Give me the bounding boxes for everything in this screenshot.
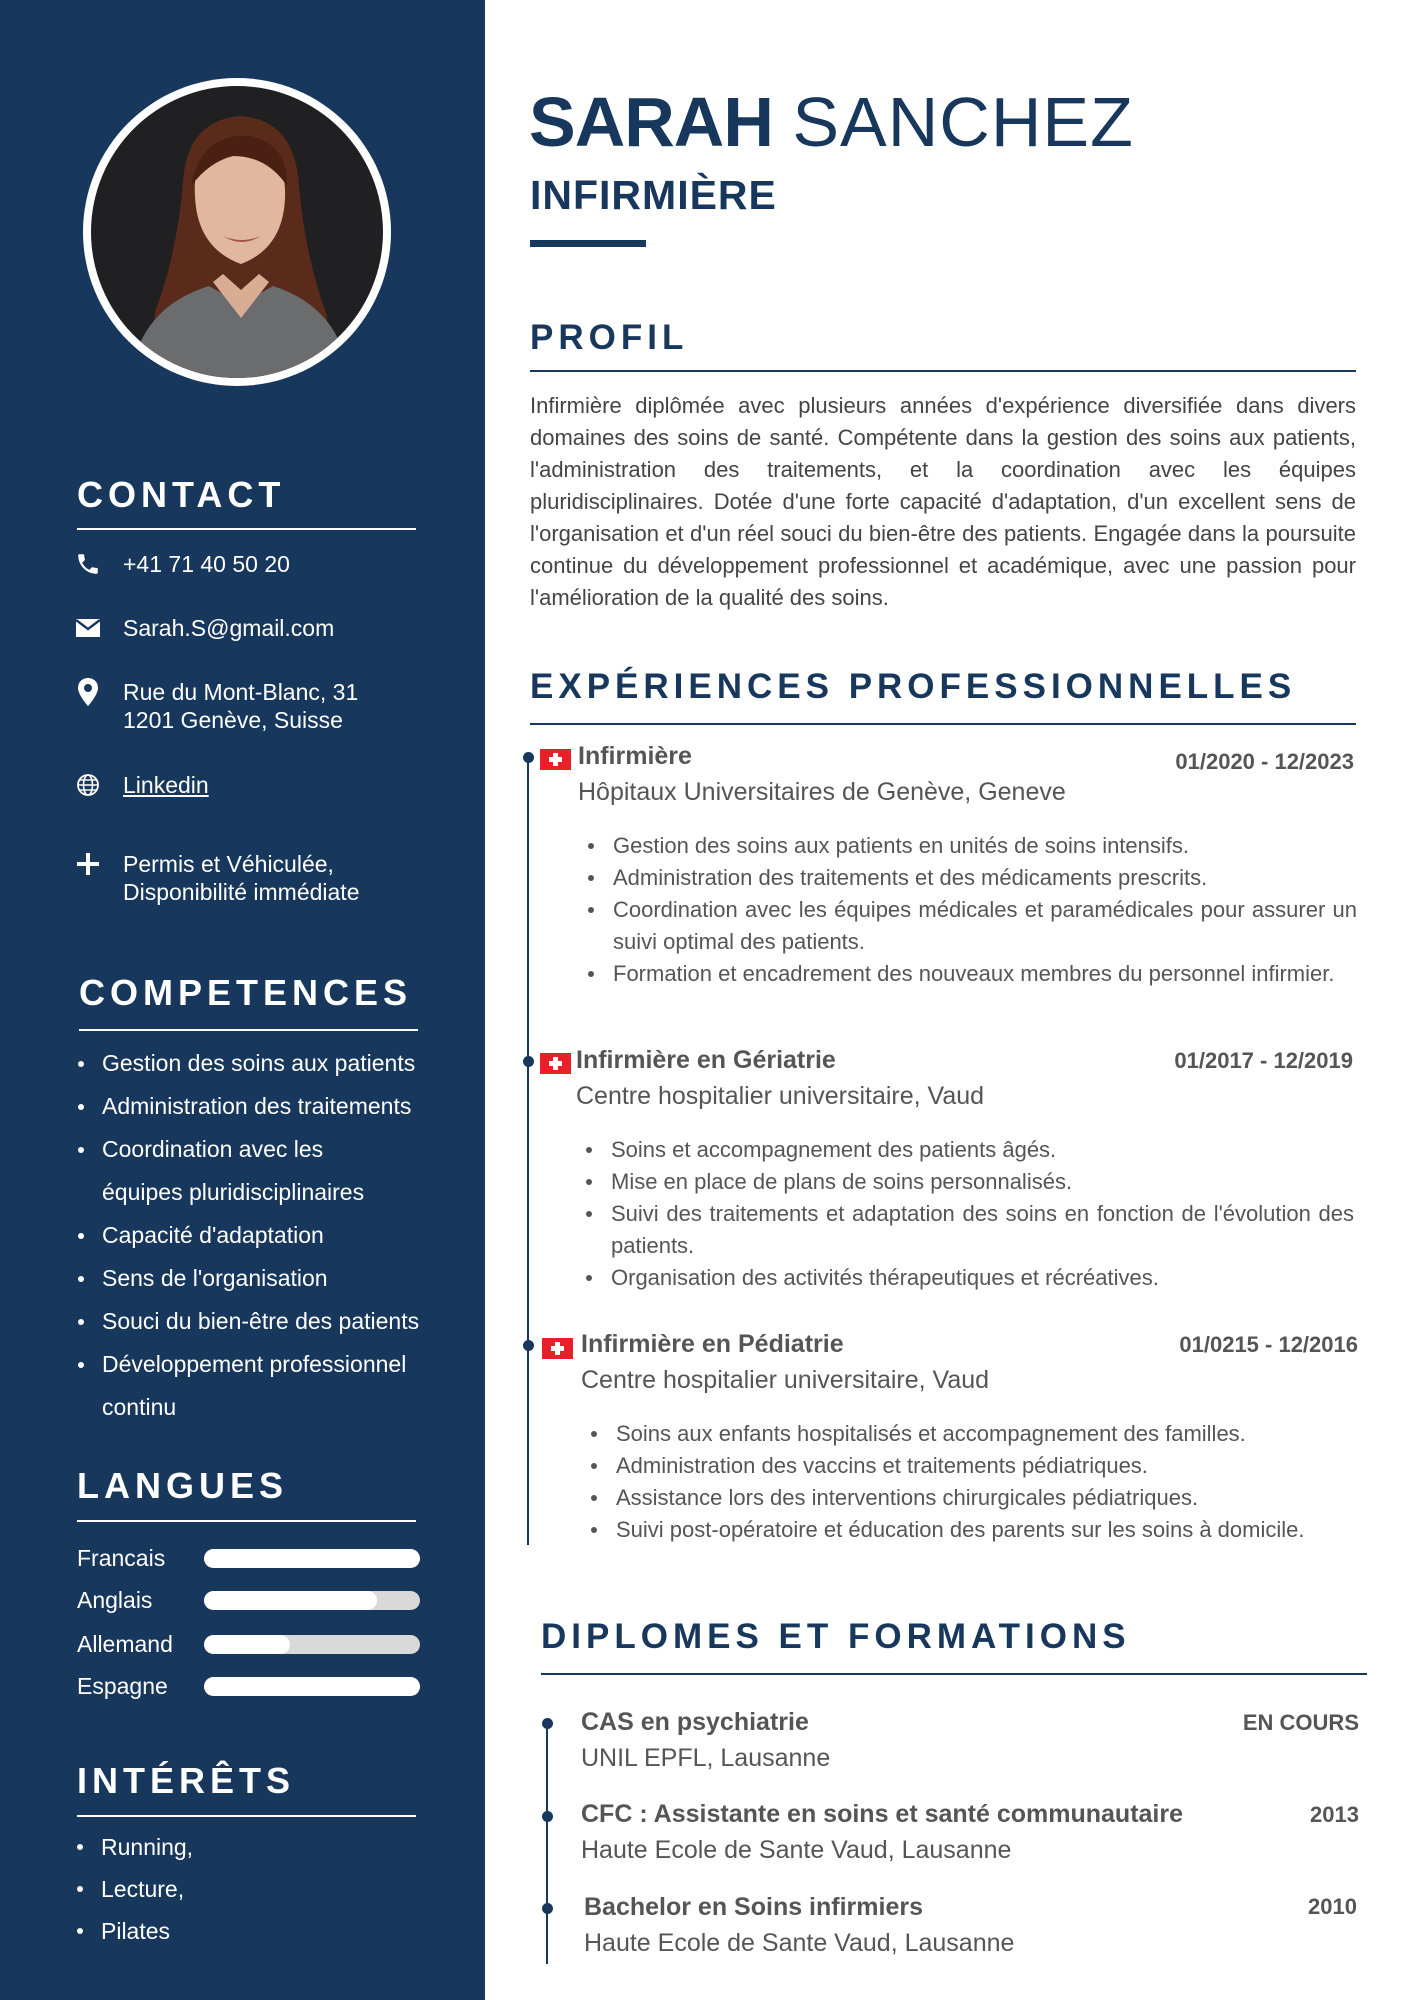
interests-heading: INTÉRÊTS: [77, 1760, 296, 1801]
swiss-flag-icon: [540, 749, 571, 770]
language-level-bar: [204, 1635, 420, 1654]
skill-item: Administration des traitements: [77, 1085, 457, 1128]
job-bullet: Suivi post-opératoire et éducation des parents sur les soins à domicile.: [588, 1514, 1358, 1546]
contact-address: [73, 678, 453, 734]
profile-heading: PROFIL: [530, 318, 689, 357]
diploma-date: EN COURS: [1242, 1710, 1359, 1735]
email-text: Sarah.S@gmail.com: [123, 615, 335, 641]
language-level-fill: [204, 1549, 420, 1568]
language-level-bar: [204, 1591, 420, 1610]
language-name: Anglais: [77, 1586, 153, 1613]
location-pin-icon: [73, 678, 103, 706]
diploma-title: CFC : Assistante en soins et santé communautaire: [581, 1800, 1184, 1828]
diploma-title: Bachelor en Soins infirmiers: [584, 1893, 923, 1921]
job-dates: 01/2020 - 12/2023: [1175, 749, 1354, 774]
skill-item: [77, 1343, 407, 1429]
job-title: Infirmière: [578, 742, 692, 770]
language-name: Allemand: [77, 1630, 173, 1657]
job-bullets: [585, 830, 1357, 990]
timeline-dot: [523, 1340, 534, 1351]
phone-icon: [73, 550, 103, 578]
job-bullets: [588, 1418, 1358, 1546]
swiss-flag-icon: [540, 1053, 571, 1074]
job-bullet: Coordination avec les équipes médicales et paramédicales pour assurer un suivi optimal des patients.: [585, 894, 1357, 958]
timeline-dot: [523, 752, 534, 763]
skills-heading: COMPETENCES: [79, 972, 413, 1013]
job-bullet: Administration des vaccins et traitements pédiatriques.: [588, 1450, 1358, 1482]
job-bullet: Soins et accompagnement des patients âgés.: [583, 1134, 1354, 1166]
diploma-date: 2010: [1308, 1894, 1357, 1919]
experience-heading: EXPÉRIENCES PROFESSIONNELLES: [530, 667, 1297, 706]
job-bullet: Administration des traitements et des médicaments prescrits.: [585, 862, 1357, 894]
language-name: Francais: [77, 1544, 166, 1571]
language-row: [77, 1585, 422, 1615]
languages-divider: [77, 1520, 416, 1522]
job-bullet: Suivi des traitements et adaptation des soins en fonction de l'évolution des patients.: [583, 1198, 1354, 1262]
mail-icon: [73, 614, 103, 642]
language-row: [77, 1629, 422, 1659]
address-line-2: 1201 Genève, Suisse: [123, 707, 343, 733]
diploma-school: Haute Ecole de Sante Vaud, Lausanne: [581, 1836, 1012, 1864]
first-name: SARAH: [529, 83, 773, 161]
profile-text: Infirmière diplômée avec plusieurs années d'expérience diversifiée dans divers domaines des soins de santé. Compétente dans la gestion des soins aux patients, l'administration des traitements, et la coordination avec les équipes pluridisciplinaires. Dotée d'une forte capacité d'adaptation, d'un excellent sens de l'organisation et d'un réel souci du bien-être des patients. Engagée dans la poursuite continue du développement professionnel et académique, avec une passion pour l'amélioration de la qualité des soins.: [530, 393, 1356, 610]
skill-item: Sens de l'organisation: [77, 1257, 457, 1300]
job-bullet: Formation et encadrement des nouveaux membres du personnel infirmier.: [585, 958, 1357, 990]
language-level-fill: [204, 1591, 377, 1610]
contact-email[interactable]: [73, 614, 453, 642]
skill-item: [77, 1128, 407, 1214]
job-bullet: Soins aux enfants hospitalisés et accompagnement des familles.: [588, 1418, 1358, 1450]
timeline-dot: [523, 1056, 534, 1067]
sidebar: [0, 0, 485, 2000]
full-name: [529, 82, 1134, 162]
job-title: INFIRMIÈRE: [530, 172, 777, 218]
experience-timeline: [527, 758, 529, 1545]
phone-text: +41 71 40 50 20: [123, 551, 290, 577]
experience-divider: [530, 723, 1356, 725]
timeline-dot: [542, 1903, 553, 1914]
contact-phone[interactable]: [73, 550, 453, 578]
job-bullet: Assistance lors des interventions chirurgicales pédiatriques.: [588, 1482, 1358, 1514]
skill-item-text: Coordination avec les équipes pluridisciplinaires: [102, 1136, 365, 1205]
job-dates: 01/0215 - 12/2016: [1179, 1332, 1358, 1357]
education-timeline: [546, 1722, 548, 1964]
extra-line-2: Disponibilité immédiate: [123, 879, 360, 905]
diploma-title: CAS en psychiatrie: [581, 1708, 809, 1736]
profile-photo-frame: [83, 78, 391, 386]
plus-icon: [73, 850, 103, 878]
skills-divider: [79, 1029, 418, 1031]
job-organization: Centre hospitalier universitaire, Vaud: [581, 1366, 990, 1394]
job-bullets: [583, 1134, 1354, 1294]
contact-heading: CONTACT: [77, 474, 286, 515]
job-bullet: Organisation des activités thérapeutiques et récréatives.: [583, 1262, 1354, 1294]
skill-item: Capacité d'adaptation: [77, 1214, 457, 1257]
language-name: Espagne: [77, 1672, 168, 1699]
job-bullet: Mise en place de plans de soins personnalisés.: [583, 1166, 1354, 1198]
education-divider: [541, 1673, 1367, 1675]
skill-item-text: Développement professionnel continu: [102, 1351, 407, 1420]
last-name: SANCHEZ: [792, 83, 1134, 161]
contact-extra: [73, 850, 453, 906]
timeline-dot: [542, 1811, 553, 1822]
job-organization: Centre hospitalier universitaire, Vaud: [576, 1082, 985, 1110]
skill-item: Gestion des soins aux patients: [77, 1042, 457, 1085]
address-line-1: Rue du Mont-Blanc, 31: [123, 679, 359, 705]
timeline-dot: [542, 1718, 553, 1729]
language-level-bar: [204, 1549, 420, 1568]
contact-linkedin[interactable]: [73, 771, 453, 799]
interests-divider: [77, 1815, 416, 1817]
interest-item: Running,: [76, 1826, 456, 1868]
interest-item: Lecture,: [76, 1868, 456, 1910]
contact-divider: [77, 528, 416, 530]
language-row: [77, 1671, 422, 1701]
profile-divider: [530, 370, 1356, 372]
job-bullet: Gestion des soins aux patients en unités de soins intensifs.: [585, 830, 1357, 862]
skills-list: [77, 1042, 457, 1429]
job-organization: Hôpitaux Universitaires de Genève, Geneve: [578, 778, 1066, 806]
interests-list: [76, 1826, 456, 1952]
language-row: [77, 1543, 422, 1573]
language-level-fill: [204, 1677, 420, 1696]
linkedin-link[interactable]: Linkedin: [123, 772, 209, 798]
extra-line-1: Permis et Véhiculée,: [123, 851, 334, 877]
languages-heading: LANGUES: [77, 1465, 289, 1506]
diploma-date: 2013: [1310, 1802, 1359, 1827]
job-title-underline: [530, 240, 646, 247]
language-level-bar: [204, 1677, 420, 1696]
interest-item: Pilates: [76, 1910, 456, 1952]
diploma-school: Haute Ecole de Sante Vaud, Lausanne: [584, 1929, 1015, 1957]
language-level-fill: [204, 1635, 290, 1654]
swiss-flag-icon: [542, 1338, 573, 1359]
diploma-school: UNIL EPFL, Lausanne: [581, 1744, 831, 1772]
job-dates: 01/2017 - 12/2019: [1174, 1048, 1353, 1073]
globe-icon: [73, 771, 103, 799]
skill-item: Souci du bien-être des patients: [77, 1300, 457, 1343]
job-title: Infirmière en Pédiatrie: [581, 1330, 844, 1358]
profile-photo: [91, 86, 383, 378]
education-heading: DIPLOMES ET FORMATIONS: [541, 1617, 1131, 1656]
job-title: Infirmière en Gériatrie: [576, 1046, 836, 1074]
